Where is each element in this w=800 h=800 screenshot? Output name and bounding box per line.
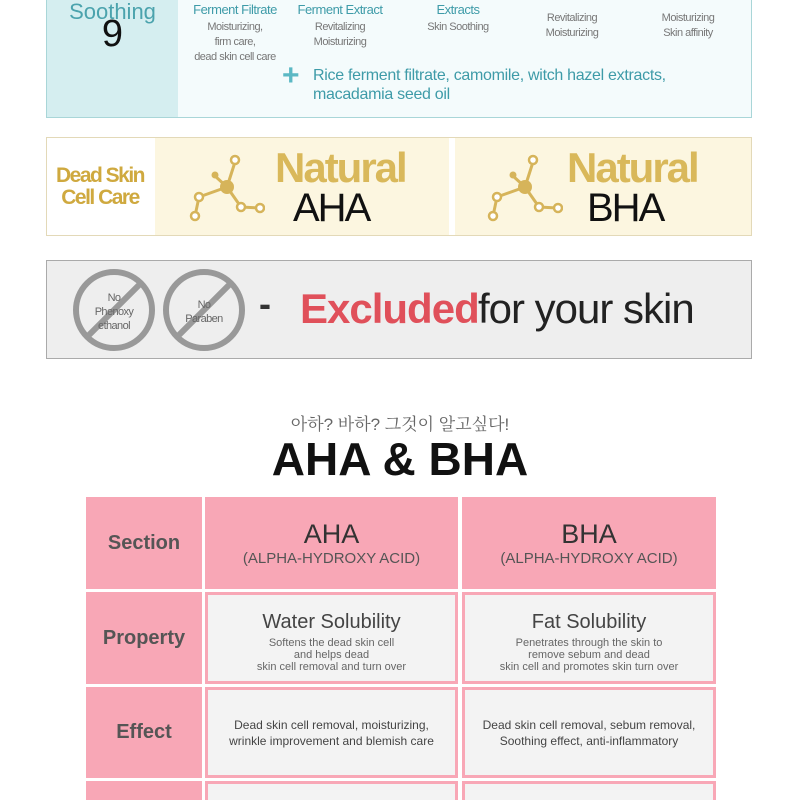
table-cell-next-aha [205, 781, 458, 800]
column-subtitle: (ALPHA-HYDROXY ACID) [500, 550, 678, 567]
cell-desc: Penetrates through the skin to remove sebum and dead skin cell and promotes skin turn over [499, 637, 679, 673]
excluded-rest-text: for your skin [478, 285, 694, 332]
ingredient-2 [285, 2, 395, 50]
section-subtitle: 아하? 바하? 그것이 알고싶다! [290, 415, 510, 434]
table-cell-aha-property [205, 592, 458, 684]
column-subtitle: (ALPHA-HYDROXY ACID) [242, 550, 421, 567]
no-phenoxyethanol-badge [71, 267, 157, 353]
table-row-label-effect: Effect [86, 687, 202, 778]
soothing-label: Soothing [69, 0, 156, 24]
dead-skin-care-panel [46, 137, 752, 236]
table-row-label-property: Property [86, 592, 202, 684]
natural-label: Natural [567, 144, 698, 191]
natural-aha-card [155, 138, 449, 235]
ingredient-desc: Moisturizing Skin affinity [661, 12, 715, 39]
badge-label: No Phenoxy ethanol [94, 292, 134, 332]
comparison-table [86, 497, 716, 800]
ingredient-title: Ferment Filtrate [193, 2, 277, 17]
table-cell-bha-effect [462, 687, 716, 778]
plus-icon: + [282, 59, 300, 92]
column-title: AHA [303, 519, 360, 549]
soothing-count-box [47, 0, 178, 117]
soothing-ingredients-panel [46, 0, 752, 118]
ingredient-desc: Moisturizing, firm care, dead skin cell care [194, 21, 276, 63]
ingredient-desc: Revitalizing Moisturizing [313, 21, 367, 48]
cell-desc: Dead skin cell removal, sebum removal, Soothing effect, anti-inflammatory [482, 717, 696, 748]
dash-separator: - [259, 283, 271, 324]
cell-title: Fat Solubility [531, 611, 647, 633]
table-header-aha [205, 497, 458, 589]
table-header-section: Section [86, 497, 202, 589]
ingredient-desc: Revitalizing Moisturizing [545, 12, 599, 39]
cell-desc: Softens the dead skin cell and helps dead skin cell removal and turn over [256, 637, 407, 673]
section-title: AHA & BHA [271, 433, 529, 485]
molecule-icon [483, 152, 563, 222]
cell-title: Water Solubility [262, 611, 401, 633]
column-title: BHA [561, 519, 617, 549]
table-row-label-next [86, 781, 202, 800]
soothing-number: 9 [101, 13, 124, 55]
ingredient-5 [633, 2, 743, 41]
natural-bha-card [455, 138, 751, 235]
table-cell-next-bha [462, 781, 716, 800]
table-cell-aha-effect [205, 687, 458, 778]
natural-label: Natural [275, 144, 406, 191]
ingredient-title: Extracts [436, 2, 480, 17]
ingredient-4 [517, 2, 627, 41]
excluded-ingredients-panel [46, 260, 752, 359]
ingredient-title: Ferment Extract [297, 2, 383, 17]
table-cell-bha-property [462, 592, 716, 684]
ingredient-desc: Skin Soothing [427, 21, 489, 33]
dead-skin-label: Dead Skin Cell Care [55, 163, 145, 209]
excluded-highlight: Excluded [300, 285, 479, 332]
ingredient-3 [403, 2, 513, 35]
no-paraben-badge [161, 267, 247, 353]
molecule-icon [185, 152, 265, 222]
ingredient-1 [180, 2, 290, 65]
table-header-bha [462, 497, 716, 589]
acid-label: BHA [587, 186, 664, 230]
acid-label: AHA [293, 186, 370, 230]
badge-label: No Paraben [185, 299, 223, 325]
extra-ingredients-text: Rice ferment filtrate, camomile, witch hazel extracts, macadamia seed oil [313, 67, 666, 103]
cell-desc: Dead skin cell removal, moisturizing, wrinkle improvement and blemish care [229, 717, 434, 748]
